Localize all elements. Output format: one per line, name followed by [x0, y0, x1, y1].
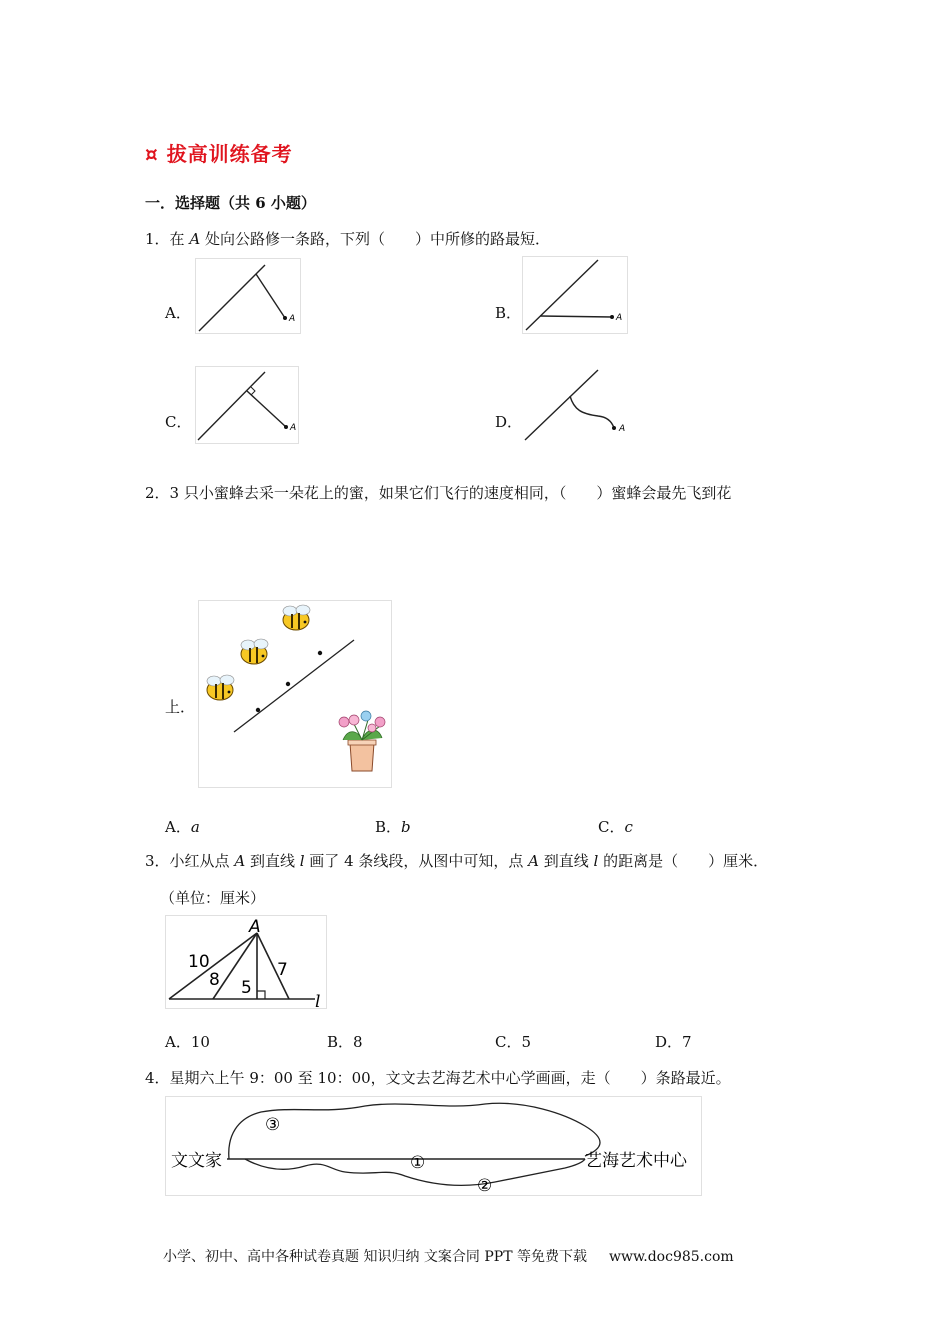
flower-pot-icon: [339, 711, 385, 771]
dot-b: [286, 682, 290, 686]
q2-option-b: B．b: [375, 818, 411, 836]
footer-url[interactable]: www.doc985.com: [608, 1249, 734, 1265]
question-4: 4．星期六上午 9：00 至 10：00，文文去艺海艺术中心学画画，走（ ）条路最近。: [145, 1069, 731, 1087]
bee-icon: [207, 675, 234, 700]
question-number: 3．: [145, 852, 170, 870]
q2-option-c: C．c: [598, 818, 633, 836]
q3-option-b: B．8: [327, 1033, 363, 1051]
question-3: 3．小红从点 A 到直线 l 画了 4 条线段，从图中可知，点 A 到直线 l 的距离是（ ）厘米．: [145, 852, 769, 870]
q1-option-a-label: A．: [165, 304, 191, 322]
q3-option-d: D．7: [655, 1033, 692, 1051]
q4-route-figure: [165, 1096, 702, 1196]
footer-text: 小学、初中、高中各种试卷真题 知识归纳 文案合同 PPT 等免费下载: [163, 1249, 587, 1265]
route-label: ②: [477, 1176, 493, 1196]
bee-icon: [283, 605, 310, 630]
dot-c: [318, 651, 322, 655]
route-label: ①: [410, 1153, 426, 1173]
q1-option-c-label: C．: [165, 413, 192, 431]
page-title: ¤ 拔高训练备考: [145, 142, 293, 166]
bee-icon: [241, 639, 268, 664]
question-1: 1．在 A 处向公路修一条路，下列（ ）中所修的路最短．: [145, 230, 550, 248]
question-number: 1．: [145, 230, 170, 248]
point-label: A: [619, 424, 626, 434]
q2-text-continuation: 上．: [165, 698, 196, 716]
footer: [163, 1246, 734, 1266]
q3-option-c: C．5: [495, 1033, 532, 1051]
q1-option-a-figure: [195, 258, 301, 334]
section-heading: 一．选择题（共 6 小题）: [145, 194, 316, 212]
route-label: ③: [265, 1115, 281, 1135]
question-number: 4．: [145, 1069, 170, 1087]
q1-option-b-figure: [522, 256, 628, 334]
dot-a: [256, 708, 260, 712]
question-2: 2．3 只小蜜蜂去采一朵花上的蜜，如果它们飞行的速度相同，（ ）蜜蜂会最先飞到花: [145, 484, 732, 502]
length-label: 5: [241, 978, 252, 998]
q3-option-a: A．10: [165, 1033, 210, 1051]
point-label: A: [290, 423, 297, 433]
q3-unit-note: （单位：厘米）: [160, 889, 266, 907]
length-label: 7: [277, 960, 288, 980]
point-label: A: [289, 314, 296, 324]
length-label: 8: [209, 970, 220, 990]
q1-option-d-label: D．: [495, 413, 523, 431]
q1-option-c-figure: [195, 366, 299, 444]
start-label: 文文家: [171, 1151, 222, 1171]
q1-option-d-figure: [522, 366, 628, 444]
question-number: 2．: [145, 484, 170, 502]
q2-option-a: A．a: [165, 818, 200, 836]
end-label: 艺海艺术中心: [585, 1151, 687, 1171]
q2-bee-figure: [198, 600, 392, 788]
line-label: l: [315, 992, 321, 1012]
length-label: 10: [188, 952, 210, 972]
q1-option-b-label: B．: [495, 304, 522, 322]
point-label: A: [616, 313, 623, 323]
q3-triangle-figure: [165, 915, 327, 1012]
apex-label: A: [249, 917, 261, 937]
